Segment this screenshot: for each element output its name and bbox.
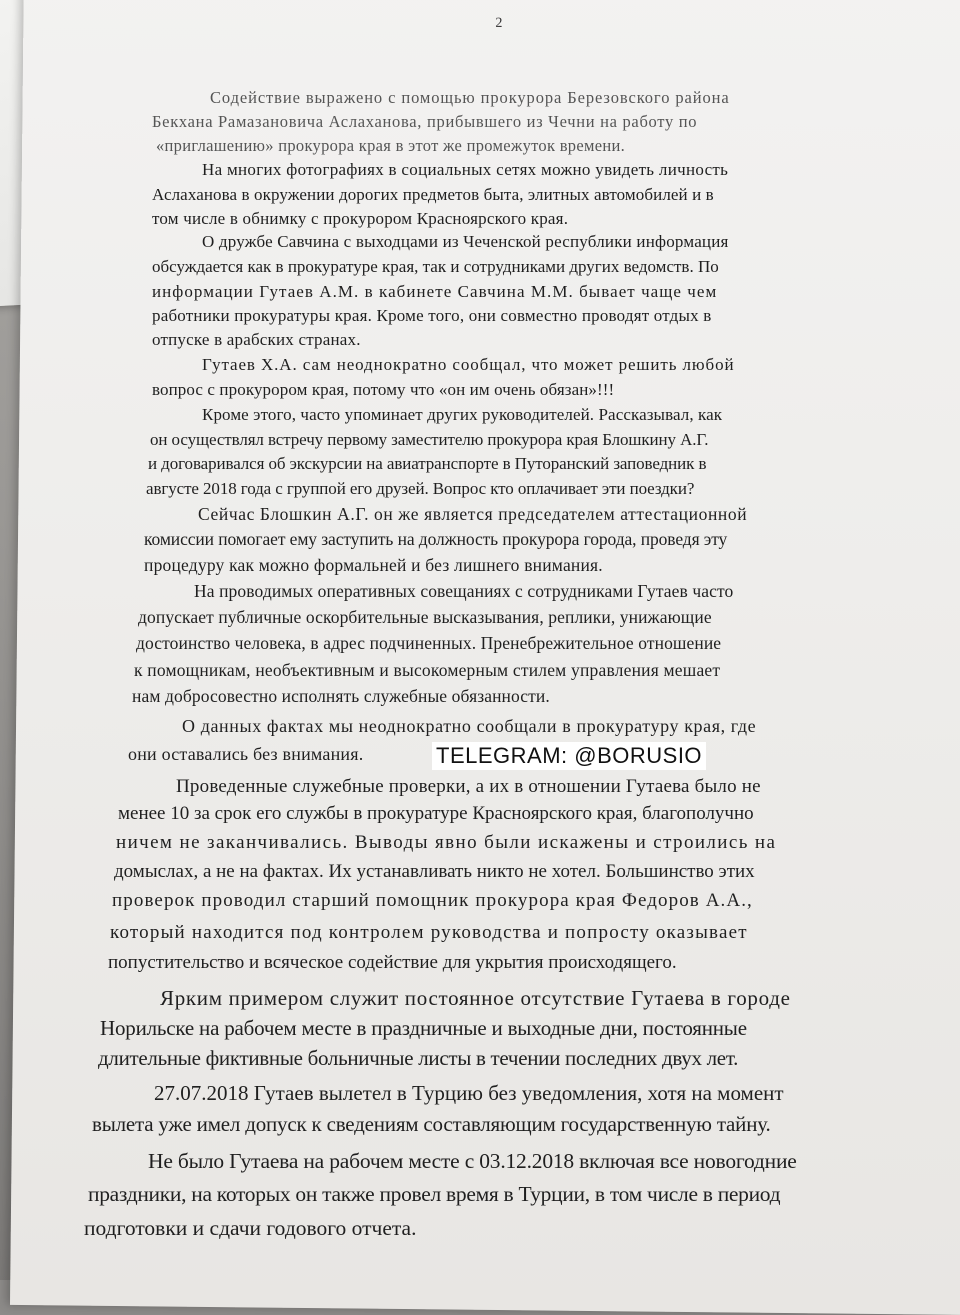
telegram-watermark: TELEGRAM: @BORUSIO — [432, 742, 706, 770]
text-line: работники прокуратуры края. Кроме того, они совместно проводят отдых в — [152, 306, 712, 325]
text-line: попустительство и всяческое содействие для укрытия происходящего. — [108, 952, 677, 973]
text-line: том числе в обнимку с прокурором Красноярского края. — [152, 209, 569, 228]
text-line: информации Гутаев А.М. в кабинете Савчина М.М. бывает чаще чем — [152, 282, 718, 301]
text-line: Кроме этого, часто упоминает других руководителей. Рассказывал, как — [202, 405, 723, 424]
text-line: проверок проводил старший помощник прокурора края Федоров А.А., — [112, 890, 753, 911]
text-line: они оставались без внимания. — [128, 744, 364, 764]
text-line: длительные фиктивные больничные листы в течении последних двух лет. — [98, 1046, 739, 1070]
text-line: процедуру как можно формальней и без лишнего внимания. — [144, 555, 603, 575]
text-line: Норильске на рабочем месте в праздничные и выходные дни, постоянные — [100, 1016, 747, 1040]
page-number: 2 — [495, 15, 503, 31]
text-line: «приглашению» прокурора края в этот же промежуток времени. — [156, 136, 626, 155]
text-line: Сейчас Блошкин А.Г. он же является председателем аттестационной — [198, 504, 748, 524]
text-line: менее 10 за срок его службы в прокуратуре Красноярского края, благополучно — [118, 803, 754, 824]
text-line: домыслах, а не на фактах. Их устанавливать никто не хотел. Большинство этих — [114, 861, 755, 882]
text-line: и договаривался об экскурсии на авиатранспорте в Путоранский заповедник в — [148, 454, 707, 473]
text-line: комиссии помогает ему заступить на должность прокурора города, проведя эту — [144, 529, 728, 549]
text-line: подготовки и сдачи годового отчета. — [84, 1216, 417, 1240]
text-line: вопрос с прокурором края, потому что «он им очень обязан»!!! — [152, 380, 615, 399]
text-line: ничем не заканчивались. Выводы явно были искажены и строились на — [116, 832, 777, 853]
text-line: О данных фактах мы неоднократно сообщали в прокуратуру края, где — [182, 716, 757, 736]
text-line: обсуждается как в прокуратуре края, так и сотрудниками других ведомств. По — [152, 257, 719, 276]
text-line: Гутаев Х.А. сам неоднократно сообщал, что может решить любой — [202, 355, 735, 374]
text-line: отпуске в арабских странах. — [152, 330, 361, 349]
text-line: Ярким примером служит постоянное отсутствие Гутаева в городе — [160, 986, 791, 1010]
text-line: августе 2018 года с группой его друзей. Вопрос кто оплачивает эти поездки? — [146, 479, 695, 498]
text-line: На проводимых оперативных совещаниях с сотрудниками Гутаев часто — [194, 581, 734, 601]
text-line: Содействие выражено с помощью прокурора Березовского района — [210, 88, 730, 107]
text-line: 27.07.2018 Гутаев вылетел в Турцию без уведомления, хотя на момент — [154, 1081, 784, 1105]
text-line: праздники, на которых он также провел время в Турции, в том числе в период — [88, 1182, 781, 1206]
text-line: он осуществлял встречу первому заместителю прокурора края Блошкину А.Г. — [150, 430, 709, 449]
text-line: нам добросовестно исполнять служебные обязанности. — [132, 686, 550, 706]
text-line: Проведенные служебные проверки, а их в отношении Гутаева было не — [176, 776, 761, 797]
text-line: Бекхана Рамазановича Аслаханова, прибывшего из Чечни на работу по — [152, 112, 698, 131]
text-line: Аслаханова в окружении дорогих предметов быта, элитных автомобилей и в — [152, 185, 714, 204]
text-line: На многих фотографиях в социальных сетях можно увидеть личность — [202, 160, 729, 179]
text-line: к помощникам, необъективным и высокомерным стилем управления мешает — [134, 660, 721, 680]
text-line: О дружбе Савчина с выходцами из Чеченской республики информация — [202, 232, 729, 251]
text-line: Не было Гутаева на рабочем месте с 03.12.2018 включая все новогодние — [148, 1149, 797, 1173]
text-line: вылета уже имел допуск к сведениям составляющим государственную тайну. — [92, 1112, 771, 1136]
text-line: достоинство человека, в адрес подчиненных. Пренебрежительное отношение — [136, 633, 722, 653]
text-line: который находится под контролем руководства и попросту оказывает — [110, 922, 748, 943]
text-line: допускает публичные оскорбительные высказывания, реплики, унижающие — [138, 607, 712, 627]
